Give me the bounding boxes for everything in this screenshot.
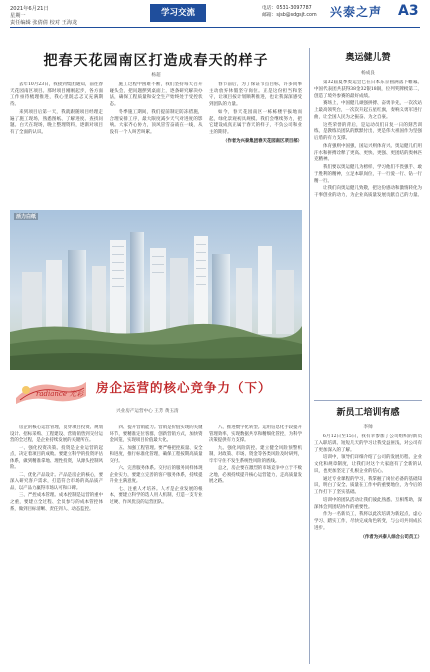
- city-skyline-image: [10, 210, 302, 370]
- contact-phone: 电话：0531-3097787: [262, 6, 312, 11]
- lead-signature: （作者为兴泰集团春天花园南区项目部）: [222, 138, 302, 144]
- page-number: A3: [398, 3, 419, 19]
- lead-body: [10, 82, 302, 208]
- feature-paragraph: 一、强化投资决策。投资是企业运营的起点，决定着项目的成败。要建立科学的投资评估体系，做到精准拿地、理性投资，从源头控制风险。: [10, 445, 103, 471]
- radiance-banner-icon: [14, 376, 88, 406]
- editor-line: 责任编辑 张倩倩 校对 王海龙: [10, 20, 78, 26]
- header-info: [10, 6, 77, 27]
- feature-column-1: [10, 425, 103, 665]
- right2-paragraph: 通过专业课程的学习，我掌握了岗位必备的基础知识，明白了安全、质量在工作中的重要地位，为今后的工作打下了坚实基础。: [314, 476, 422, 495]
- lead-paragraph: 春节前后，为了保证节点目标，许多同事主动放弃休假坚守岗位。正是这份担当和坚守，让项目按计划顺利推进，也让我深深感受到团队的力量。: [209, 82, 302, 108]
- lead-column-3: [209, 82, 302, 208]
- lead-paragraph: 去年10月23日，我接到集团通知，前往春天花园南区项目。那时项目刚刚起步，各方面工作亟待梳理推进，我心里既忐忑又充满期待。: [10, 82, 103, 108]
- lead-title: 把春天花园南区打造成春天的样子: [43, 53, 269, 69]
- feature-title: 房企运营的核心竞争力（下）: [96, 380, 272, 395]
- right2-paragraph: 培训中的团队活动让我们彼此熟悉、互相帮助，深深体会到团结协作的重要性。: [314, 497, 422, 510]
- section-badge: 学习交流: [150, 4, 206, 22]
- contact-email: 邮箱：sjsb@sdgsjt.com: [262, 13, 317, 18]
- lead-column-2: [110, 82, 203, 208]
- header-rule: [10, 27, 420, 28]
- right2-paragraph: 作为一名新员工，我将以此次培训为新起点，虚心学习、踏实工作，尽快完成角色转变，与公司共同成长进步。: [314, 512, 422, 531]
- right-article-author: 杨成良: [361, 71, 375, 76]
- right-article-title: 奥运健儿赞: [345, 53, 391, 63]
- header-contact: [262, 5, 317, 19]
- feature-paragraph: 五、加强工程管理。要严格把控质量、安全和进度，推行标准化管理，确保工程按期高质量交付。: [109, 445, 203, 464]
- lead-photo: [10, 210, 302, 370]
- masthead-logo: 兴泰之声: [330, 5, 383, 19]
- right-paragraph: 第32届夏季奥运会已在日本东京圆满落下帷幕。中国代表团共获得38金32银18铜，位列奖牌榜第二，创造了境外参赛的最好成绩。: [314, 80, 422, 99]
- issue-date: 2021年6月21日: [10, 6, 49, 12]
- right2-paragraph: 培训中，领导们详细介绍了公司的发展历程、企业文化和规章制度，让我们对这个大家庭有了全新的认识，也更加坚定了扎根企业的信心。: [314, 455, 422, 474]
- right-article-2-author: 李帅: [363, 425, 373, 430]
- issue-weekday: 星期一: [10, 13, 26, 19]
- feature-paragraph: 六、完善服务体系。交付后的服务同样体现企业实力，要建立完善的客户服务体系，持续提升业主满意度。: [109, 466, 203, 485]
- feature-column-2: [110, 425, 203, 665]
- feature-paragraph: 三、严控成本管理。成本控制是运营的重中之重，要建立全过程、全员参与的成本管控体系，做到目标清晰、责任到人、动态监控。: [10, 493, 103, 512]
- lead-paragraph: 来到项目后第一天，我就跟随项目经理走遍了施工现场，熟悉图纸、了解进度、查找问题。白天在现场，晚上整理资料，逐渐对项目有了全面的认识。: [10, 109, 103, 135]
- feature-paragraph: 二、优化产品设计。产品是房企的核心，要深入研究客户需求，打造符合市场的高品质产品，以产品力赢得市场认可和口碑。: [10, 472, 103, 491]
- feature-paragraph: 房企的核心运营管理，贯穿项目投资、规划设计、招标采购、工程建设、营销销售到交付运营的全过程，是企业持续发展的关键所在。: [10, 425, 103, 444]
- feature-paragraph: 九、强化风险防控。建立健全风险预警机制，对政策、市场、资金等各类风险及时研判，牢牢守住不发生系统性风险的底线。: [209, 445, 302, 464]
- right-article-2-title: 新员工培训有感: [336, 408, 400, 418]
- feature-paragraph: 总之，房企要在激烈的市场竞争中立于不败之地，必须持续提升核心运营能力，走高质量发展之路。: [209, 466, 302, 485]
- right-paragraph: 体育强则中国强，国运兴则体育兴。奥运健儿们用汗水和拼搏诠释了更高、更快、更强、更团结的奥林匹克精神。: [314, 143, 422, 163]
- lead-author: 杨超: [151, 73, 161, 78]
- right2-paragraph: 6月12日至15日，我有幸参加了公司组织的新员工入职培训。短短几天的学习让我受益匪浅，对公司有了更加深入的了解。: [314, 434, 422, 453]
- right-paragraph: 这些荣誉的背后，是运动员们日复一日的刻苦训练，是教练员团队的默默付出，更是伟大祖国作为坚强后盾的有力支撑。: [314, 122, 422, 141]
- column-divider: [309, 48, 310, 664]
- feature-paragraph: 七、注重人才培养。人才是企业发展的根本，要建立科学的选人用人机制，打造一支专业过硬、作风优良的运营团队。: [109, 486, 203, 506]
- banner-text: radiance 光彩: [36, 390, 84, 398]
- lead-paragraph: 冬季施工期间，我们提前制定防冻措施，合理安排工序，最大限度减少天气对进度的影响。大家齐心协力，顶风冒雪奋战在一线，从没有一个人叫苦叫累。: [109, 109, 203, 135]
- feature-body: [10, 425, 302, 665]
- page-header: [0, 0, 430, 44]
- lead-column-1: [10, 82, 103, 208]
- feature-column-3: [209, 425, 302, 665]
- feature-author: 兴业房产运营中心 王芳 黄玉清: [116, 409, 179, 414]
- feature-header: [10, 374, 302, 424]
- lead-paragraph: 如今，春天花园南区一栋栋楼宇拔地而起，绿化景观初具规模。我们会继续努力，把它建设成真正属于春天的样子，不负公司和业主的期待。: [209, 109, 302, 135]
- right-paragraph: 让我们向奥运健儿致敬，把这份感动和激情转化为干事创业的动力，为企业高质量发展贡献自己的力量。: [314, 186, 422, 198]
- right-article-body: [314, 80, 422, 400]
- feature-paragraph: 八、推进数字化转型。运用信息化手段提升管理效率，实现数据共享和精细化管控，为科学决策提供有力支撑。: [209, 425, 302, 444]
- feature-paragraph: 四、提升营销能力。营销是价值实现的关键环节，要精准定位客群，创新营销方式，加快资金回笼，实现项目价值最大化。: [109, 425, 203, 444]
- right-article-2-body: [314, 434, 422, 664]
- right2-signature: （作者为兴泰人综合公司员工）: [360, 534, 422, 540]
- right-divider: [314, 400, 422, 401]
- lead-paragraph: 施工过程中困难不断，我们坚持每天召开碰头会，把问题摆到桌面上，逐条研究解决办法，确保工程质量和安全生产始终处于受控状态。: [109, 82, 203, 108]
- right-paragraph: 赛场上，中国健儿顽强拼搏、奋勇争先，一次次站上最高领奖台，一次次升起五星红旗，奏响义勇军进行曲，让全国人民为之振奋、为之自豪。: [314, 101, 422, 120]
- photo-caption: 活力白纸: [16, 214, 37, 220]
- right-paragraph: 我们要以奥运健儿为榜样，学习他们不畏强手、敢于胜利的精神，立足本职岗位，干一行爱一行、钻一行精一行。: [314, 165, 422, 184]
